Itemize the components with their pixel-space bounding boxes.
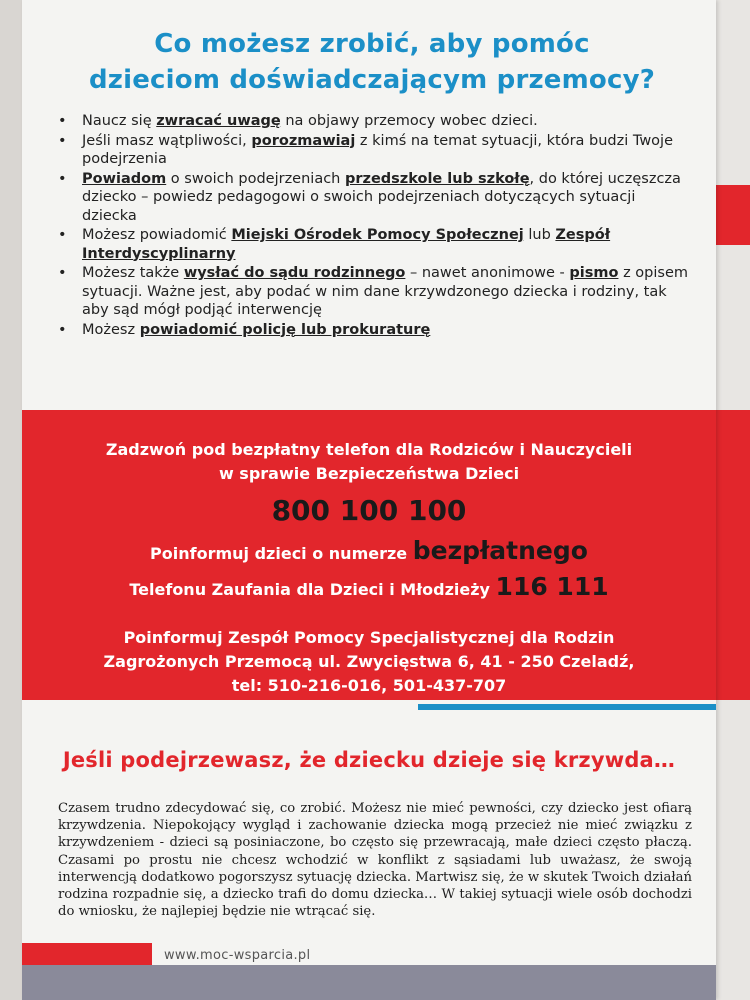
page-title <box>62 26 682 98</box>
helpline-text-2: w sprawie Bezpieczeństwa Dzieci <box>218 464 520 483</box>
section-heading: Jeśli podejrzewasz, że dziecku dzieje się krzywda… <box>62 748 676 772</box>
team-line-2: Zagrożonych Przemocą ul. Zwycięstwa 6, 41 - 250 Czeladź, <box>103 652 635 671</box>
inform-line: Poinformuj dzieci o numerze bezpłatnego <box>150 536 588 565</box>
helpline-text-1: Zadzwoń pod bezpłatny telefon dla Rodziców i Nauczycieli <box>105 440 633 459</box>
tip-item: • Powiadom o swoich podejrzeniach przedszkole lub szkołę, do której uczęszcza dziecko – powiedz pedagogowi o swoich podejrzeniach dotyczących sytuacji dziecka <box>58 170 688 226</box>
tip-item: • Możesz także wysłać do sądu rodzinnego – nawet anonimowe - pismo z opisem sytuacji. Ważne jest, aby podać w nim dane krzywdzonego dziecka i rodziny, tak aby sąd mógł podjąć interwencję <box>58 264 688 320</box>
background-red-accent-2 <box>716 410 750 700</box>
website-link[interactable]: www.moc-wsparcia.pl <box>164 948 311 963</box>
helpline-panel <box>22 410 716 700</box>
blue-accent-strip <box>418 704 716 710</box>
leaflet-page <box>22 0 716 1000</box>
team-line-3: tel: 510-216-016, 501-437-707 <box>231 676 507 695</box>
tip-keyword: powiadomić policję lub prokuraturę <box>139 321 431 338</box>
tip-item: • Naucz się zwracać uwagę na objawy przemocy wobec dzieci. <box>58 112 688 131</box>
tip-keyword: zwracać uwagę <box>156 113 281 129</box>
tip-keyword: przedszkole lub szkołę <box>344 170 530 187</box>
tip-keyword: Zespół Interdyscyplinarny <box>82 227 611 262</box>
tip-keyword: porozmawiaj <box>251 132 356 149</box>
footer-red-bar <box>22 943 152 965</box>
title-line-2: dzieciom doświadczającym przemocy? <box>88 65 656 95</box>
team-line-1: Poinformuj Zespół Pomocy Specjalistycznej dla Rodzin <box>123 628 615 647</box>
trust-phone: 116 111 <box>495 572 609 601</box>
helpline-phone: 800 100 100 <box>271 494 467 527</box>
tip-keyword: pismo <box>569 265 619 281</box>
tip-item: • Jeśli masz wątpliwości, porozmawiaj z kimś na temat sytuacji, która budzi Twoje podejrzenia <box>58 132 688 169</box>
footer-gray-bar <box>22 965 716 1000</box>
title-line-1: Co możesz zrobić, aby pomóc <box>154 29 590 59</box>
tips-list <box>58 112 688 340</box>
tip-item: • Możesz powiadomić Miejski Ośrodek Pomocy Społecznej lub Zespół Interdyscyplinarny <box>58 226 688 263</box>
tip-item: • Możesz powiadomić policję lub prokuraturę <box>58 321 688 340</box>
tip-keyword: Miejski Ośrodek Pomocy Społecznej <box>231 227 524 243</box>
inform-keyword: bezpłatnego <box>412 536 588 565</box>
trust-line: Telefonu Zaufania dla Dzieci i Młodzieży 116 111 <box>129 572 609 601</box>
body-paragraph: Czasem trudno zdecydować się, co zrobić. Możesz nie mieć pewności, czy dziecko jest ofiarą krzywdzenia. Niepokojący wygląd i zachowanie dziecka mogą przecież nie mieć związku z krzywdzeniem - dzieci są posiniaczone, bo często się przewracają, małe dzieci często płaczą. Czasami po prostu nie chcesz wchodzić w konflikt z sąsiadami lub uważasz, że swoją interwencją dodatkowo pogorszysz sytuację dziecka. Martwisz się, że w skutek Twoich działań rodzina rozpadnie się, a dziecko trafi do domu dziecka… W takiej sytuacji wiele osób dochodzi do wniosku, że najlepiej będzie nie wtrącać się. <box>58 801 692 920</box>
background-red-accent <box>716 185 750 245</box>
tip-keyword: wysłać do sądu rodzinnego <box>183 265 406 281</box>
tip-keyword: Powiadom <box>82 170 167 187</box>
